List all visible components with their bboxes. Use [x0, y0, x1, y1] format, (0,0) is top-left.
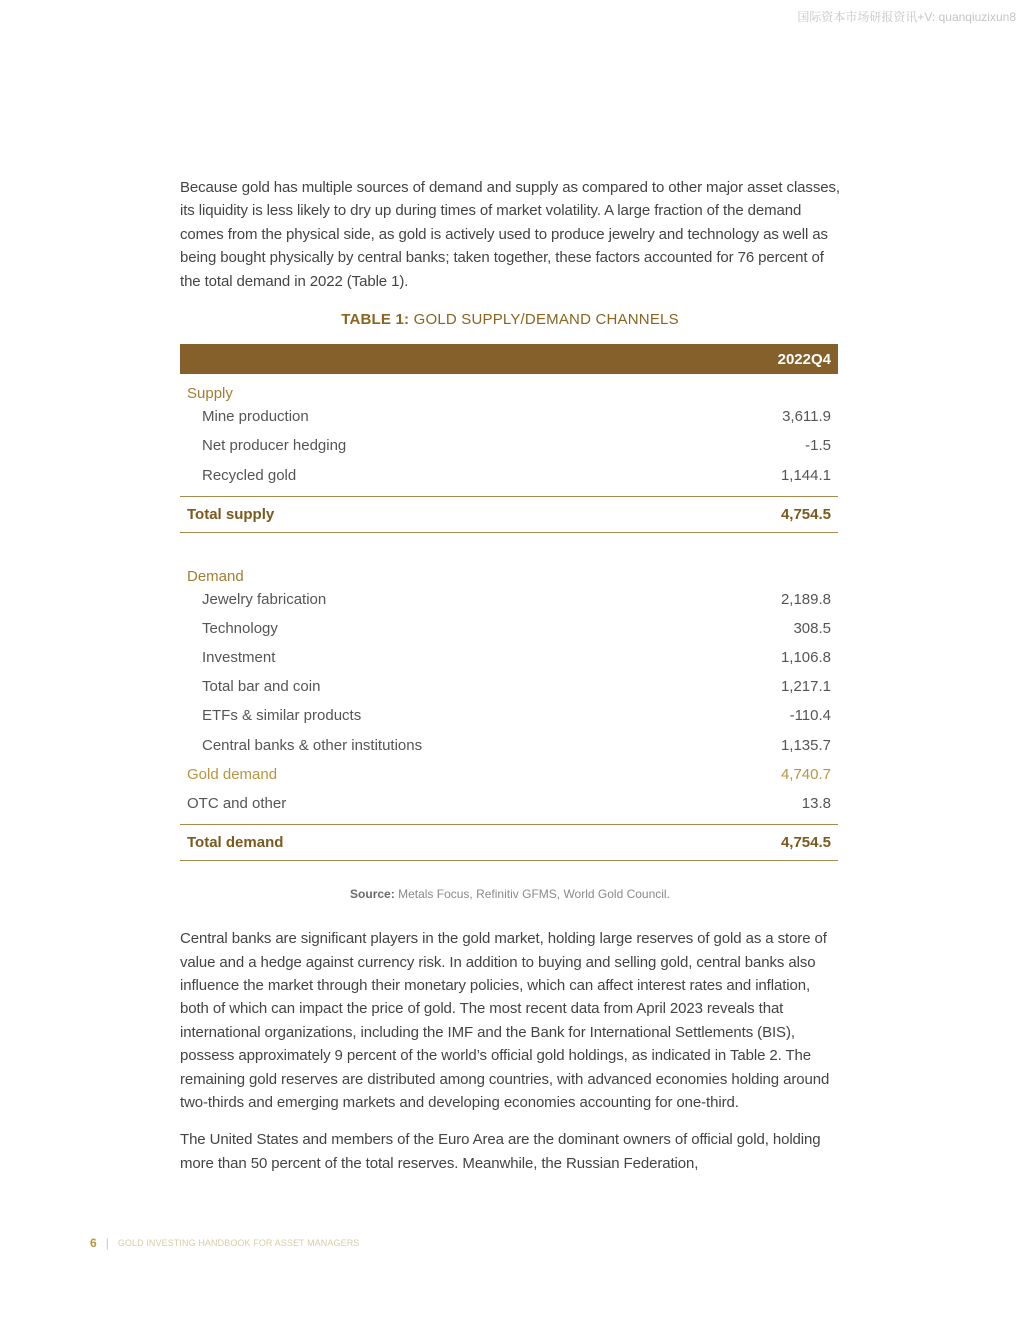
row-label: Technology — [202, 619, 278, 637]
column-header: 2022Q4 — [777, 350, 831, 368]
table-row — [180, 731, 838, 760]
table-row — [180, 402, 838, 431]
row-value: 2,189.8 — [780, 590, 831, 608]
gold-demand-row — [180, 760, 838, 789]
table-row — [180, 672, 838, 701]
table-header — [180, 344, 838, 374]
table-row — [180, 585, 838, 614]
row-value: -110.4 — [789, 707, 831, 725]
table-row — [180, 701, 838, 730]
row-value: 1,106.8 — [780, 649, 831, 667]
supply-rows — [180, 402, 838, 490]
footer-separator: | — [105, 1236, 109, 1250]
total-demand-value: 4,754.5 — [780, 834, 831, 852]
source-text: Metals Focus, Refinitiv GFMS, World Gold Council. — [394, 887, 670, 902]
row-value: 1,217.1 — [780, 678, 831, 696]
row-value: 3,611.9 — [782, 408, 831, 426]
table-row — [180, 614, 838, 643]
total-demand-label: Total demand — [187, 834, 284, 852]
row-label: Central banks & other institutions — [202, 736, 423, 754]
paragraph-central-banks: Central banks are significant players in the gold market, holding large reserves of gold as a store of value and a hedge against currency risk. In addition to buying and selling gold, central banks also influence the market through their monetary policies, which can affect interest rates and inflation, both of which can impact the price of gold. The most recent data from April 2023 reveals that international organizations, including the IMF and the Bank for International Settlements (BIS), possess approximately 9 percent of the world’s official gold holdings, as indicated in Table 2. The remaining gold reserves are distributed among countries, with advanced economies holding around two-thirds and emerging markets and developing economies accounting for one-third. — [180, 930, 830, 1111]
row-label: Mine production — [202, 408, 309, 426]
watermark: 国际资本市场研报资讯+V: quanqiuzixun8 — [797, 10, 1016, 24]
total-supply-row — [180, 496, 838, 533]
row-value: -1.5 — [805, 437, 831, 455]
row-value: 308.5 — [793, 619, 831, 637]
row-label: Recycled gold — [202, 466, 297, 484]
page-number: 6 — [90, 1236, 97, 1250]
total-supply-value: 4,754.5 — [780, 505, 831, 523]
row-label: Total bar and coin — [202, 678, 321, 696]
supply-demand-table — [180, 344, 838, 861]
table-row — [180, 431, 838, 460]
table-row — [180, 643, 838, 672]
otc-row — [180, 789, 838, 818]
table-row — [180, 460, 838, 489]
row-label: Investment — [202, 649, 276, 667]
otc-value: 13.8 — [801, 795, 831, 812]
demand-heading: Demand — [187, 567, 244, 585]
intro-paragraph: Because gold has multiple sources of demand and supply as compared to other major asset classes, its liquidity is less likely to dry up during times of market volatility. A large fraction of the demand comes from the physical side, as gold is actively used to produce jewelry and technology as well as being bought physically by central banks; taken together, these factors accounted for 76 percent of the total demand in 2022 (Table 1). — [180, 179, 840, 290]
page-content — [180, 176, 840, 1175]
supply-heading: Supply — [187, 385, 233, 403]
table-title-text: GOLD SUPPLY/DEMAND CHANNELS — [413, 311, 679, 329]
table-title — [180, 311, 840, 328]
row-value: 1,144.1 — [780, 466, 831, 484]
source-label: Source: — [350, 887, 395, 902]
total-supply-label: Total supply — [187, 505, 275, 523]
footer-doc-title: GOLD INVESTING HANDBOOK FOR ASSET MANAGERS — [117, 1238, 360, 1248]
table-source — [180, 887, 840, 901]
table-title-label: TABLE 1: — [341, 311, 410, 329]
demand-rows — [180, 585, 838, 760]
row-label: Jewelry fabrication — [202, 590, 327, 608]
gold-demand-value: 4,740.7 — [780, 765, 831, 783]
gold-demand-label: Gold demand — [187, 765, 278, 783]
total-demand-row — [180, 824, 838, 861]
row-label: Net producer hedging — [202, 437, 347, 455]
otc-label: OTC and other — [187, 795, 287, 812]
paragraph-us-euro: The United States and members of the Euro Area are the dominant owners of official gold, holding more than 50 percent of the total reserves. Meanwhile, the Russian Federation, — [180, 1131, 821, 1172]
page-footer — [90, 1236, 359, 1250]
row-value: 1,135.7 — [780, 736, 831, 754]
row-label: ETFs & similar products — [202, 707, 362, 725]
